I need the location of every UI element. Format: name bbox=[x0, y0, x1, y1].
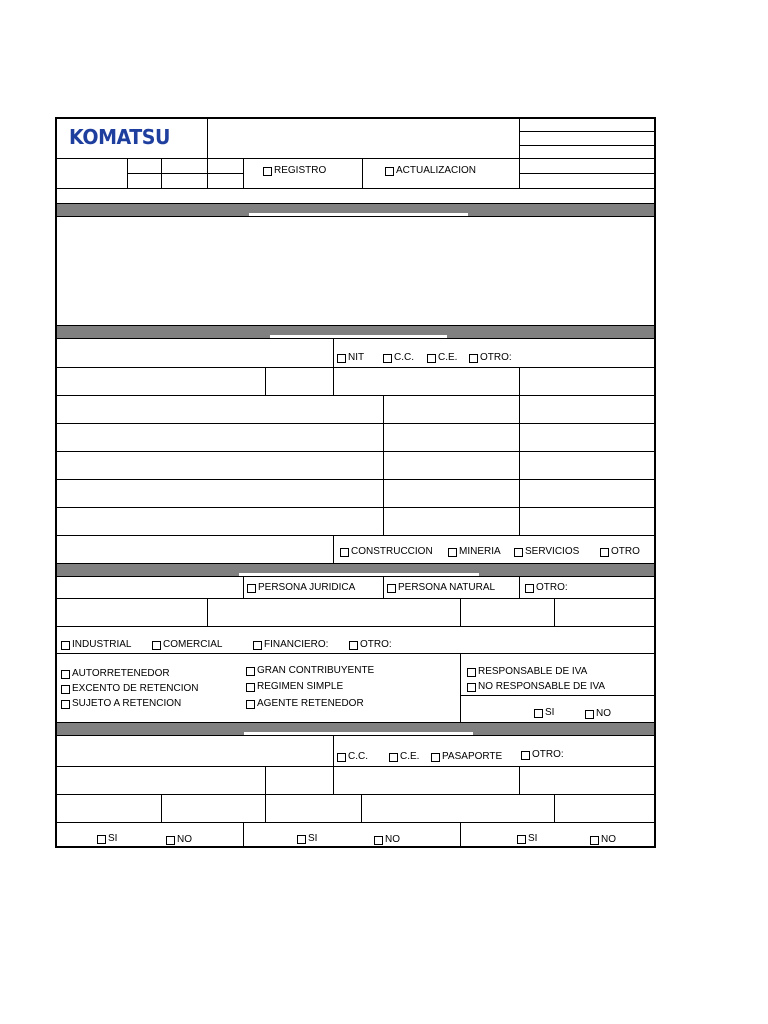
divider bbox=[127, 173, 243, 174]
divider bbox=[57, 367, 654, 368]
divider bbox=[161, 158, 162, 188]
divider bbox=[57, 598, 654, 599]
otro-doc-checkbox[interactable]: OTRO: bbox=[469, 352, 512, 364]
divider bbox=[57, 766, 654, 767]
checkbox-icon bbox=[61, 670, 70, 679]
checkbox-icon bbox=[340, 548, 349, 557]
divider bbox=[554, 598, 555, 626]
checkbox-icon bbox=[467, 683, 476, 692]
divider bbox=[519, 766, 520, 794]
otro-persona-checkbox[interactable]: OTRO: bbox=[525, 582, 568, 594]
autorretenedor-checkbox[interactable]: AUTORRETENEDOR bbox=[61, 668, 170, 680]
checkbox-icon bbox=[374, 836, 383, 845]
divider bbox=[460, 598, 461, 626]
divider bbox=[519, 173, 654, 174]
final-no-checkbox-2[interactable]: NO bbox=[374, 834, 400, 846]
checkbox-icon bbox=[253, 641, 262, 650]
servicios-checkbox[interactable]: SERVICIOS bbox=[514, 546, 579, 558]
persona-juridica-checkbox[interactable]: PERSONA JURIDICA bbox=[247, 582, 355, 594]
checkbox-icon bbox=[247, 584, 256, 593]
financiero-checkbox[interactable]: FINANCIERO: bbox=[253, 639, 328, 651]
divider bbox=[333, 535, 334, 563]
mineria-checkbox[interactable]: MINERIA bbox=[448, 546, 501, 558]
persona-natural-checkbox[interactable]: PERSONA NATURAL bbox=[387, 582, 495, 594]
divider bbox=[519, 367, 520, 395]
final-si-checkbox-3[interactable]: SI bbox=[517, 833, 537, 845]
gran-contribuyente-checkbox[interactable]: GRAN CONTRIBUYENTE bbox=[246, 665, 374, 677]
agente-retenedor-checkbox[interactable]: AGENTE RETENEDOR bbox=[246, 698, 364, 710]
checkbox-icon bbox=[389, 753, 398, 762]
iva-si-checkbox[interactable]: SI bbox=[534, 707, 554, 719]
checkbox-icon bbox=[349, 641, 358, 650]
actualizacion-checkbox[interactable]: ACTUALIZACION bbox=[385, 165, 476, 177]
otro-activity-checkbox[interactable]: OTRO bbox=[600, 546, 640, 558]
checkbox-icon bbox=[383, 354, 392, 363]
nit-checkbox[interactable]: NIT bbox=[337, 352, 364, 364]
divider bbox=[333, 339, 334, 367]
divider bbox=[207, 598, 208, 626]
checkbox-icon bbox=[448, 548, 457, 557]
section-band bbox=[57, 203, 654, 217]
final-no-checkbox-3[interactable]: NO bbox=[590, 834, 616, 846]
construccion-checkbox[interactable]: CONSTRUCCION bbox=[340, 546, 433, 558]
checkbox-icon bbox=[427, 354, 436, 363]
registro-checkbox[interactable]: REGISTRO bbox=[263, 165, 326, 177]
final-no-checkbox-1[interactable]: NO bbox=[166, 834, 192, 846]
divider bbox=[207, 119, 208, 188]
checkbox-icon bbox=[525, 584, 534, 593]
checkbox-icon bbox=[61, 700, 70, 709]
checkbox-icon bbox=[152, 641, 161, 650]
rep-ce-checkbox[interactable]: C.E. bbox=[389, 751, 419, 763]
divider bbox=[383, 577, 384, 598]
divider bbox=[127, 158, 128, 188]
ce-checkbox[interactable]: C.E. bbox=[427, 352, 457, 364]
checkbox-icon bbox=[590, 836, 599, 845]
divider bbox=[383, 395, 384, 535]
checkbox-icon bbox=[467, 668, 476, 677]
cc-checkbox[interactable]: C.C. bbox=[383, 352, 414, 364]
divider bbox=[519, 395, 520, 535]
checkbox-icon bbox=[337, 354, 346, 363]
excento-retencion-checkbox[interactable]: EXCENTO DE RETENCION bbox=[61, 683, 199, 695]
divider bbox=[243, 158, 244, 188]
divider bbox=[57, 626, 654, 627]
divider bbox=[519, 119, 520, 188]
comercial-checkbox[interactable]: COMERCIAL bbox=[152, 639, 222, 651]
divider bbox=[333, 736, 334, 766]
checkbox-icon bbox=[61, 641, 70, 650]
divider bbox=[554, 794, 555, 822]
checkbox-icon bbox=[246, 667, 255, 676]
checkbox-icon bbox=[585, 710, 594, 719]
checkbox-icon bbox=[521, 751, 530, 760]
section-band bbox=[57, 563, 654, 577]
divider bbox=[362, 158, 363, 188]
checkbox-icon bbox=[517, 835, 526, 844]
divider bbox=[265, 367, 266, 395]
checkbox-icon bbox=[297, 835, 306, 844]
registration-form bbox=[55, 117, 656, 848]
checkbox-icon bbox=[337, 753, 346, 762]
divider bbox=[57, 507, 654, 508]
divider bbox=[519, 577, 520, 598]
divider bbox=[57, 535, 654, 536]
divider bbox=[57, 188, 654, 189]
sujeto-retencion-checkbox[interactable]: SUJETO A RETENCION bbox=[61, 698, 181, 710]
divider bbox=[57, 158, 654, 159]
section-band bbox=[57, 325, 654, 339]
checkbox-icon bbox=[387, 584, 396, 593]
divider bbox=[57, 451, 654, 452]
divider bbox=[460, 822, 461, 848]
divider bbox=[265, 794, 266, 822]
responsable-iva-checkbox[interactable]: RESPONSABLE DE IVA bbox=[467, 666, 587, 678]
rep-cc-checkbox[interactable]: C.C. bbox=[337, 751, 368, 763]
checkbox-icon bbox=[246, 700, 255, 709]
divider bbox=[57, 653, 654, 654]
checkbox-icon bbox=[600, 548, 609, 557]
divider bbox=[57, 479, 654, 480]
checkbox-icon bbox=[431, 753, 440, 762]
checkbox-icon bbox=[263, 167, 272, 176]
komatsu-logo: KOMATSU bbox=[69, 125, 170, 149]
checkbox-icon bbox=[385, 167, 394, 176]
no-responsable-iva-checkbox[interactable]: NO RESPONSABLE DE IVA bbox=[467, 681, 605, 693]
divider bbox=[243, 822, 244, 848]
checkbox-icon bbox=[469, 354, 478, 363]
divider bbox=[57, 822, 654, 823]
section-band bbox=[57, 722, 654, 736]
checkbox-icon bbox=[246, 683, 255, 692]
industrial-checkbox[interactable]: INDUSTRIAL bbox=[61, 639, 131, 651]
divider bbox=[161, 794, 162, 822]
final-si-checkbox-1[interactable]: SI bbox=[97, 833, 117, 845]
checkbox-icon bbox=[514, 548, 523, 557]
divider bbox=[460, 653, 461, 722]
divider bbox=[57, 794, 654, 795]
checkbox-icon bbox=[534, 709, 543, 718]
pasaporte-checkbox[interactable]: PASAPORTE bbox=[431, 751, 502, 763]
divider bbox=[265, 766, 266, 794]
checkbox-icon bbox=[166, 836, 175, 845]
rep-otro-checkbox[interactable]: OTRO: bbox=[521, 749, 564, 761]
otro-sector-checkbox[interactable]: OTRO: bbox=[349, 639, 392, 651]
final-si-checkbox-2[interactable]: SI bbox=[297, 833, 317, 845]
divider bbox=[519, 145, 654, 146]
divider bbox=[460, 695, 654, 696]
regimen-simple-checkbox[interactable]: REGIMEN SIMPLE bbox=[246, 681, 343, 693]
checkbox-icon bbox=[61, 685, 70, 694]
iva-no-checkbox[interactable]: NO bbox=[585, 708, 611, 720]
divider bbox=[519, 131, 654, 132]
checkbox-icon bbox=[97, 835, 106, 844]
divider bbox=[57, 423, 654, 424]
divider bbox=[333, 367, 334, 395]
divider bbox=[243, 577, 244, 598]
divider bbox=[333, 766, 334, 794]
divider bbox=[361, 794, 362, 822]
divider bbox=[57, 395, 654, 396]
